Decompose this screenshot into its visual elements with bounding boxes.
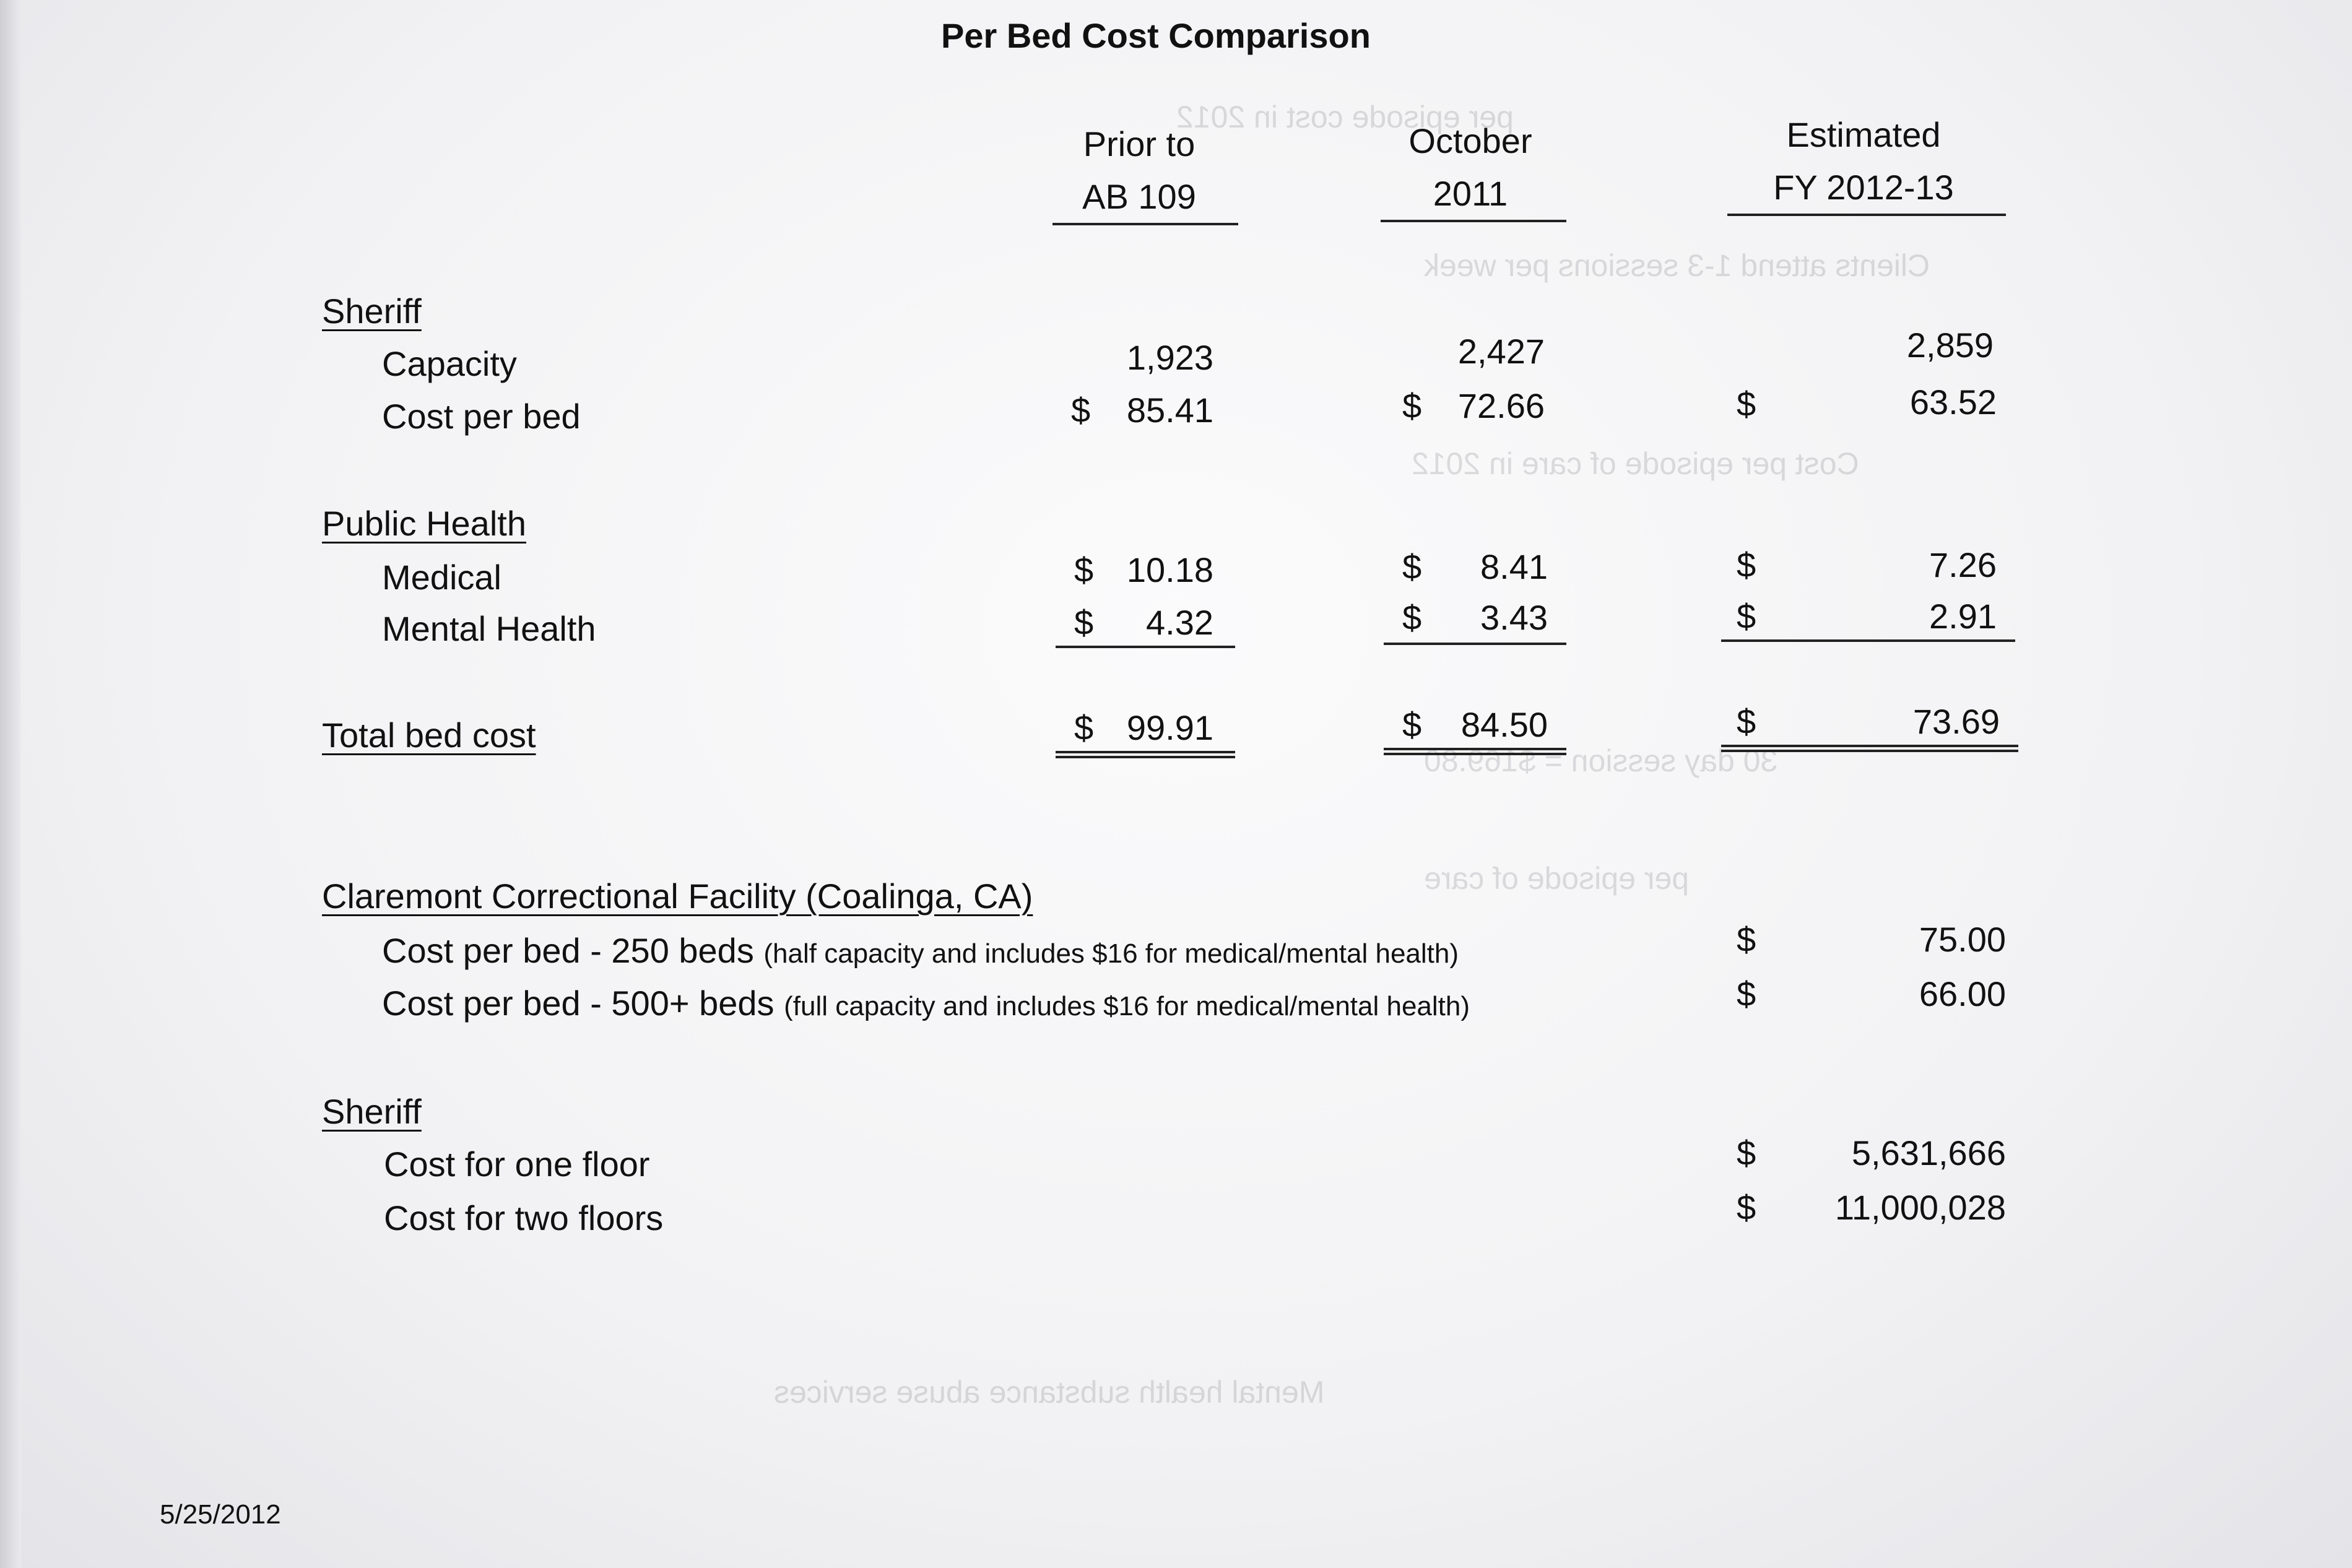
total-october: 84.50	[1460, 705, 1548, 744]
total-double-rule-prior	[1056, 751, 1235, 758]
cost-per-bed-prior: 85.41	[1126, 391, 1213, 430]
document-page: per episode cost in 2012 Clients attend 1-3 sessions per week Cost per episode of care in 2012 30 day session = $169.80 per episode of care Mental health substance abuse services Per Bed Cost Comparison Prior to AB 109 October 2011 Estimated FY 2012-13 Sheriff Capacity 1,923 2,427 2,859 Cost per bed $ 85.41 $ 72.66 $ 63.52 Public Health Medical $ 10.18 $ 8.41 $ 7.26 Mental Health $ 4.32 $ 3.43 $ 2.91 Total bed cost $ 99.91 $ 84.50 $ 73.69 Claremont Correctional Facility (Coalinga, CA) Cost per bed - 250 beds (half capacity and includes $16 for medical/mental health) $ 75.00 Cost per bed - 500+ beds (full capacity and includes $16 for medical/mental health) $ 66.00 Sheriff Cost for one floor $ 5,631,666 Cost for two floors $ 11,000,028 5/25/2012	[0, 0, 2352, 1568]
currency-symbol: $	[1737, 1188, 1756, 1227]
row-note-500-beds: (full capacity and includes $16 for medical/mental health)	[784, 991, 1470, 1021]
subtotal-rule-october	[1384, 643, 1566, 645]
medical-october: 8.41	[1480, 547, 1548, 586]
row-label-500-beds: Cost per bed - 500+ beds	[382, 984, 775, 1023]
column-header-prior-line2: AB 109	[1082, 177, 1196, 216]
currency-symbol: $	[1737, 702, 1756, 741]
row-label-mental-health: Mental Health	[382, 609, 596, 648]
column-header-prior-line1: Prior to	[1083, 124, 1196, 163]
currency-symbol: $	[1074, 603, 1094, 642]
column-header-october-line1: October	[1408, 121, 1532, 160]
claremont-250-value: 75.00	[1919, 920, 2006, 959]
currency-symbol: $	[1071, 391, 1091, 430]
row-label-capacity: Capacity	[382, 344, 517, 383]
mental-health-october: 3.43	[1480, 598, 1548, 637]
page-edge	[0, 0, 21, 1568]
page-title: Per Bed Cost Comparison	[941, 16, 1371, 55]
one-floor-value: 5,631,666	[1851, 1133, 2006, 1172]
row-note-250-beds: (half capacity and includes $16 for medical/mental health)	[763, 938, 1459, 969]
column-header-october-rule	[1381, 220, 1566, 222]
claremont-500-value: 66.00	[1919, 974, 2006, 1013]
currency-symbol: $	[1402, 705, 1422, 744]
currency-symbol: $	[1074, 708, 1094, 747]
currency-symbol: $	[1402, 547, 1422, 586]
column-header-estimated-rule	[1727, 214, 2006, 216]
section-heading-sheriff-floors: Sheriff	[322, 1092, 422, 1131]
capacity-prior: 1,923	[1126, 338, 1213, 377]
total-estimated: 73.69	[1912, 702, 2000, 741]
section-heading-public-health: Public Health	[322, 504, 526, 543]
currency-symbol: $	[1737, 597, 1756, 636]
row-label-total-bed-cost: Total bed cost	[322, 716, 536, 755]
currency-symbol: $	[1737, 920, 1756, 959]
two-floors-value: 11,000,028	[1834, 1188, 2006, 1227]
row-label-250-beds: Cost per bed - 250 beds	[382, 931, 754, 970]
row-label-one-floor: Cost for one floor	[384, 1145, 650, 1184]
section-heading-claremont: Claremont Correctional Facility (Coalinga, CA)	[322, 877, 1033, 916]
medical-estimated: 7.26	[1929, 545, 1997, 584]
currency-symbol: $	[1402, 386, 1422, 425]
currency-symbol: $	[1074, 550, 1094, 589]
row-label-medical: Medical	[382, 558, 501, 597]
row-label-cost-per-bed: Cost per bed	[382, 397, 581, 436]
currency-symbol: $	[1737, 545, 1756, 584]
row-claremont-250	[382, 933, 1459, 968]
subtotal-rule-estimated	[1721, 639, 2015, 642]
currency-symbol: $	[1737, 384, 1756, 423]
cost-per-bed-october: 72.66	[1457, 386, 1545, 425]
total-prior: 99.91	[1126, 708, 1213, 747]
currency-symbol: $	[1402, 598, 1422, 637]
capacity-estimated: 2,859	[1906, 326, 1994, 365]
mental-health-estimated: 2.91	[1929, 597, 1997, 636]
currency-symbol: $	[1737, 974, 1756, 1013]
column-header-estimated-line1: Estimated	[1786, 115, 1941, 154]
cost-per-bed-estimated: 63.52	[1909, 383, 1997, 422]
column-header-prior-rule	[1052, 223, 1238, 225]
subtotal-rule-prior	[1056, 646, 1235, 648]
medical-prior: 10.18	[1126, 550, 1213, 589]
document-date: 5/25/2012	[160, 1499, 281, 1530]
total-double-rule-estimated	[1721, 745, 2018, 752]
column-header-october-line2: 2011	[1433, 174, 1508, 213]
capacity-october: 2,427	[1457, 332, 1545, 371]
currency-symbol: $	[1737, 1133, 1756, 1172]
section-heading-sheriff: Sheriff	[322, 292, 422, 331]
row-label-two-floors: Cost for two floors	[384, 1198, 664, 1237]
mental-health-prior: 4.32	[1146, 603, 1213, 642]
total-double-rule-october	[1384, 748, 1566, 755]
row-claremont-500	[382, 986, 1470, 1021]
column-header-estimated-line2: FY 2012-13	[1773, 168, 1954, 207]
